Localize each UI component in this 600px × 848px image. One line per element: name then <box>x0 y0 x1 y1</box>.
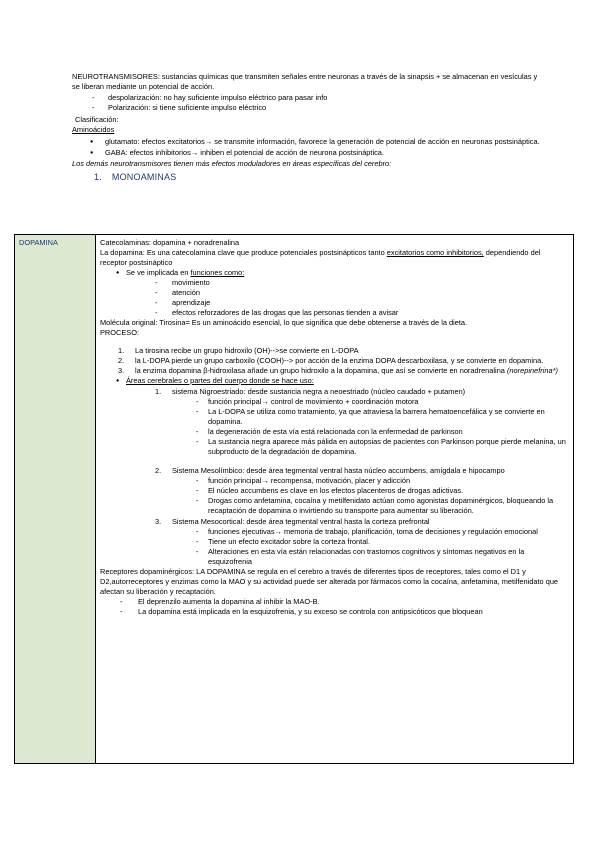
final-list <box>100 597 569 617</box>
dopamina-intro-text-end: dependiendo del receptor postsináptico <box>100 248 541 267</box>
implicada-underlined: funciones como: <box>190 268 245 277</box>
list-item: - efectos reforzadores de las drogas que las personas tienden a avisar <box>100 308 569 318</box>
list-item <box>100 387 569 397</box>
list-item: - función principal→ control de movimiento + coordinación motora <box>100 397 569 407</box>
step-italic: (norepinefrina*) <box>506 366 558 375</box>
areas-label: Áreas cerebrales o partes del cuerpo donde se hace uso: <box>126 376 314 385</box>
table-row <box>15 235 574 764</box>
proceso-label: PROCESO: <box>100 328 140 337</box>
list-item: - Alteraciones en esta vía están relacionadas con trastornos cognitivos y síntomas negativos en la esquizofrenia <box>100 547 569 567</box>
sistema-title: sistema Nigroestriado: desde sustancia negra a neoestriado (núcleo caudado + putamen) <box>172 387 466 396</box>
modulator-note: Los demás neurotransmisores tienen más efectos moduladores en áreas específicas del cerebro: <box>72 159 392 168</box>
sistema-number: 3. <box>155 517 162 526</box>
sistema-title: Sistema Mesocortical: desde área tegmental ventral hasta la corteza prefrontal <box>172 517 430 526</box>
implicada-text: Se ve implicada en <box>126 268 191 277</box>
sistema-3-items <box>100 527 569 567</box>
polarization-list <box>72 93 542 113</box>
aminoacids-label: Aminoácidos <box>72 125 115 134</box>
classification-label: Clasificación: <box>75 115 119 124</box>
list-item: - funciones ejecutivas→ memoria de trabajo, planificación, toma de decisiones y regulación emocional <box>100 527 569 537</box>
list-item: - La L-DOPA se utiliza como tratamiento, ya que atraviesa la barrera hematoencefálica y se convierte en dopamina. <box>100 407 569 427</box>
section-title: MONOAMINAS <box>111 172 177 182</box>
list-item <box>100 366 569 376</box>
aminoacids-heading <box>72 125 542 135</box>
monoaminas-table <box>14 234 574 764</box>
dopamina-intro-underlined: excitatorios como inhibitorios, <box>386 248 484 257</box>
sistema-1-items <box>100 397 569 457</box>
step-text: la L-DOPA pierde un grupo carboxilo (COOH)--> por acción de la enzima DOPA descarboxilasa, y se convierte en dopamina. <box>135 356 544 365</box>
sistema-2 <box>100 466 569 476</box>
list-item: - Drogas como anfetamina, cocaína y metilfenidato actúan como agonistas dopaminérgicos, bloqueando la recaptación de dopamina o invirtiendo su transporte para aumentar su liberación. <box>100 496 569 516</box>
funciones-list <box>100 278 569 318</box>
sistema-3 <box>100 517 569 527</box>
sistema-1 <box>100 387 569 397</box>
list-item: - La dopamina está implicada en la esquizofrenia, y su exceso se controla con antipsicóticos que bloquean <box>100 607 569 617</box>
list-item: - Tiene un efecto excitador sobre la corteza frontal. <box>100 537 569 547</box>
dopamina-intro <box>100 248 569 268</box>
list-item: - función principal→ recompensa, motivación, placer y adicción <box>100 476 569 486</box>
implicada-list <box>100 268 569 278</box>
list-item: - atención <box>100 288 569 298</box>
sistema-number: 2. <box>155 466 162 475</box>
sistema-number: 1. <box>155 387 162 396</box>
molecula-line: Molécula original: Tirosina= Es un aminoácido esencial, lo que significa que debe obtenerse a través de la dieta. <box>100 318 468 327</box>
list-item: - Polarización: si tiene suficiente impulso eléctrico <box>72 103 542 113</box>
row-label-cell <box>15 235 96 764</box>
list-item <box>100 517 569 527</box>
spacer <box>100 338 569 346</box>
intro-block <box>72 72 542 182</box>
sistema-2-items <box>100 476 569 516</box>
list-item <box>100 466 569 476</box>
definition-text: : sustancias químicas que transmiten señales entre neuronas a través de la sinapsis + se almacenan en vesículas y se liberan mediante un potencial de acción. <box>72 72 538 91</box>
list-item: - movimiento <box>100 278 569 288</box>
list-item: - El núcleo accumbens es clave en los efectos placenteros de drogas adictivas. <box>100 486 569 496</box>
step-number: 2. <box>118 356 125 365</box>
list-item: - aprendizaje <box>100 298 569 308</box>
receptores-paragraph: Receptores dopaminérgicos: LA DOPAMINA se regula en el cerebro a través de diferentes tipos de receptores, tales como el D1 y D2,autorreceptores y enzimas como la MAO y su actividad puede ser alterada por fármacos como la cocaína, anfetamina, metilfenidato que afectan su liberación y recaptación. <box>100 567 559 596</box>
areas-list <box>100 376 569 386</box>
list-item <box>100 376 569 386</box>
row-content-cell <box>96 235 574 764</box>
list-item: ● glutamato: efectos excitatorios→ se transmite información, favorece la generación de potencial de acción en neuronas postsináptica. <box>72 137 542 147</box>
list-item <box>100 346 569 356</box>
list-item: - El deprenzilo aumenta la dopamina al inhibir la MAO-B. <box>100 597 569 607</box>
list-item: ● GABA: efectos inhibitorios→ inhiben el potencial de acción de neurona postsináptica. <box>72 148 542 158</box>
list-item: - La sustancia negra aparece más pálida en autopsias de pacientes con Parkinson porque pierde melanina, un subproducto de la degradación de dopamina. <box>100 437 569 457</box>
section-number: 1. <box>94 172 102 182</box>
list-item: - despolarización: no hay suficiente impulso eléctrico para pasar info <box>72 93 542 103</box>
list-item <box>100 356 569 366</box>
section-heading <box>94 172 542 182</box>
dopamina-intro-text: La dopamina: Es una catecolamina clave que produce potenciales postsinápticos tanto <box>100 248 387 257</box>
step-number: 3. <box>118 366 125 375</box>
step-number: 1. <box>118 346 125 355</box>
spacer <box>100 457 569 465</box>
row-label: DOPAMINA <box>19 238 58 247</box>
step-text: la enzima dopamina β-hidroxilasa añade un grupo hidroxilo a la dopamina, que así se convierte en noradrenalina <box>135 366 507 375</box>
list-item <box>100 268 569 278</box>
step-text: La tirosina recibe un grupo hidroxilo (OH)-->se convierte en L-DOPA <box>135 346 359 355</box>
definition-label: NEUROTRANSMISORES <box>72 72 158 81</box>
proceso-steps <box>100 346 569 376</box>
sistema-title: Sistema Mesolímbico: desde área tegmental ventral hasta núcleo accumbens, amígdala e hipocampo <box>172 466 505 475</box>
list-item: - la degeneración de esta vía está relacionada con la enfermedad de parkinson <box>100 427 569 437</box>
catecolaminas-line: Catecolaminas: dopamina + noradrenalina <box>100 238 240 247</box>
aminoacid-list <box>72 137 542 158</box>
definition-paragraph <box>72 72 542 92</box>
